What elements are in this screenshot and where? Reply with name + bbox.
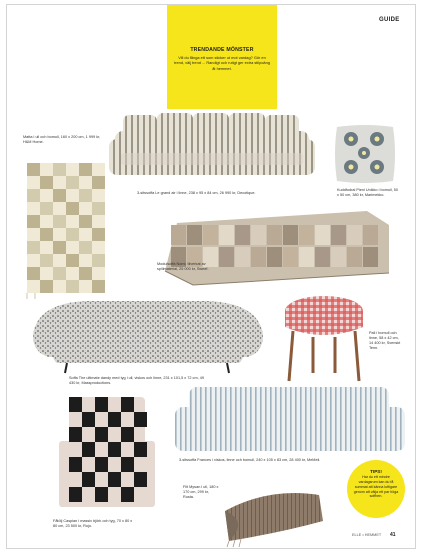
section-label: GUIDE	[379, 17, 400, 23]
pattern-square	[121, 397, 134, 412]
pattern-square	[53, 241, 66, 254]
pattern-square	[299, 247, 314, 267]
pattern-square	[92, 228, 105, 241]
pattern-square	[134, 472, 147, 487]
pattern-square	[40, 254, 53, 267]
pattern-square	[134, 412, 147, 427]
pattern-square	[363, 247, 378, 267]
trend-callout	[167, 5, 277, 109]
magazine-footer: ELLE • HEMMET	[352, 533, 382, 537]
pattern-square	[69, 427, 82, 442]
pattern-square	[66, 280, 79, 293]
magazine-page	[6, 4, 416, 549]
pattern-square	[92, 176, 105, 189]
pattern-square	[92, 254, 105, 267]
pattern-square	[40, 280, 53, 293]
striped-sofa-image	[107, 109, 317, 189]
pattern-square	[27, 241, 40, 254]
pattern-square	[267, 225, 282, 245]
pattern-square	[108, 442, 121, 457]
pattern-square	[95, 487, 108, 502]
pattern-square	[95, 457, 108, 472]
pattern-square	[108, 412, 121, 427]
pattern-square	[27, 189, 40, 202]
wool-blanket-image	[219, 481, 327, 547]
caption-rug: Matta i ull och bomull, 160 x 200 cm, 1 999 kr, H&M Home.	[23, 135, 101, 145]
gingham-pouf-image	[283, 293, 365, 385]
tip-body: Har du ett mindre vardagsrum kan du få summat att känna luftigare genom att välja ett par höga soffben.	[353, 475, 399, 499]
pattern-square	[53, 215, 66, 228]
caption-pillow: Kuddfodral Pieni Unikko i bomull, 50 x 50 cm, 380 kr, Marimekko.	[337, 188, 398, 198]
pattern-square	[82, 442, 95, 457]
pattern-square	[82, 412, 95, 427]
pattern-square	[283, 225, 298, 245]
pattern-square	[203, 225, 218, 245]
caption-blanket: Filt Mysan i ull, 180 x 170 cm, 299 kr, Rusta.	[183, 485, 219, 500]
caption-pouf: Pall i bomull och linne, 58 x 42 cm, 14 400 kr, Svenskt Tenn.	[369, 331, 401, 351]
pattern-square	[92, 280, 105, 293]
pattern-square	[79, 215, 92, 228]
caption-striped-skirted-sofa: 3-sitssoffa Frances i viskos, linne och bomull, 240 x 105 x 83 cm, 28 400 kr, MeMeli.	[179, 458, 321, 462]
pattern-square	[251, 247, 266, 267]
curved-dandy-sofa-image	[27, 295, 267, 375]
pattern-square	[53, 189, 66, 202]
pattern-square	[95, 427, 108, 442]
pattern-square	[315, 247, 330, 267]
checkered-armchair-image	[59, 397, 155, 517]
caption-armchair: Fåtölj Caspian i massiv björk och tyg, 70 x 80 x 80 cm, 23 500 kr, Rojo.	[53, 519, 133, 529]
pattern-square	[92, 202, 105, 215]
pattern-square	[347, 225, 362, 245]
pattern-square	[121, 487, 134, 502]
page-number: 41	[390, 532, 396, 538]
striped-skirted-sofa-image	[175, 383, 405, 455]
tip-badge	[347, 460, 405, 518]
unikko-pillow-image	[333, 123, 397, 185]
pattern-square	[27, 215, 40, 228]
pattern-square	[134, 442, 147, 457]
pattern-square	[53, 163, 66, 176]
caption-curved-sofa: Soffa The ultimate dandy med tyg i ull, viskos och linne, 231 x 101,5 x 72 cm, 49 430 kr, Massproductions.	[69, 376, 204, 386]
pattern-square	[315, 225, 330, 245]
caption-striped-sofa: 3-sitssoffa Le grand air i linne, 238 x 95 x 84 cm, 26 990 kr, Decotique.	[137, 191, 256, 195]
pattern-square	[171, 225, 186, 245]
caption-modular-sofa: Modulsoffa Nomi, tilverkat av spillmaterial, 25 000 kr, Sweef.	[157, 262, 209, 272]
pattern-square	[108, 472, 121, 487]
pattern-square	[251, 225, 266, 245]
pattern-square	[66, 202, 79, 215]
patchwork-modular-sofa-image	[157, 209, 397, 289]
pattern-square	[53, 267, 66, 280]
pattern-square	[69, 397, 82, 412]
tip-title: TIPS!	[370, 469, 382, 474]
pattern-square	[267, 247, 282, 267]
pattern-square	[66, 176, 79, 189]
pattern-square	[40, 176, 53, 189]
pattern-square	[82, 472, 95, 487]
pattern-square	[283, 247, 298, 267]
callout-body: Vill du fånga ett som sticker ut mot vardag? Gör en trend, välj trend ... Randigt och rutigt ger extra stilpoäng åt hemmet.	[174, 55, 270, 71]
pattern-square	[331, 225, 346, 245]
pattern-square	[95, 397, 108, 412]
checkered-rug-image	[27, 163, 105, 293]
pattern-square	[235, 247, 250, 267]
pattern-square	[187, 225, 202, 245]
pattern-square	[363, 225, 378, 245]
pattern-square	[40, 202, 53, 215]
pattern-square	[79, 189, 92, 202]
pattern-square	[79, 241, 92, 254]
pattern-square	[27, 267, 40, 280]
pattern-square	[347, 247, 362, 267]
pattern-square	[79, 267, 92, 280]
pattern-square	[219, 225, 234, 245]
pattern-square	[27, 163, 40, 176]
pattern-square	[121, 457, 134, 472]
pattern-square	[40, 228, 53, 241]
pattern-square	[121, 427, 134, 442]
pattern-square	[331, 247, 346, 267]
pattern-square	[69, 457, 82, 472]
pattern-square	[219, 247, 234, 267]
pattern-square	[69, 487, 82, 502]
callout-title: TRENDANDE MÖNSTER	[190, 47, 254, 53]
pattern-square	[66, 254, 79, 267]
pattern-square	[235, 225, 250, 245]
pattern-square	[299, 225, 314, 245]
pattern-square	[66, 228, 79, 241]
pattern-square	[79, 163, 92, 176]
